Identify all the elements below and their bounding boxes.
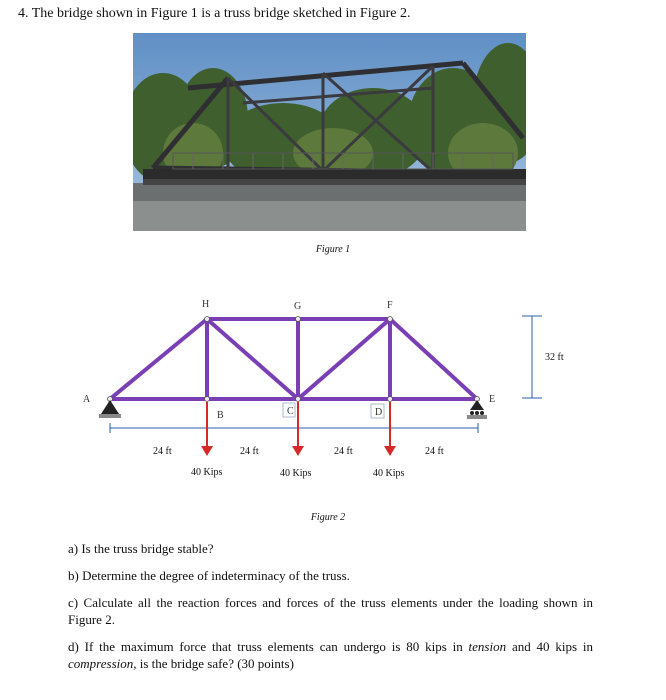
support-A [99,400,121,418]
node-label-G: G [294,301,302,312]
node-label-B: B [217,410,224,421]
part-d-text-1: d) If the maximum force that truss elements can undergo is 80 kips in [68,639,469,654]
node-label-C: C [287,406,294,417]
part-d-compression: compression [68,656,134,671]
load-label-C: 40 Kips [280,468,312,479]
part-d-text-3: , is the bridge safe? (30 points) [133,656,294,671]
part-d [68,638,593,672]
part-d-tension: tension [468,639,507,654]
span-label-4: 24 ft [425,446,444,457]
load-label-D: 40 Kips [373,468,405,479]
bridge-photo [133,33,526,231]
member-FE [390,319,477,399]
height-label: 32 ft [545,352,564,363]
load-arrowhead-D [384,446,396,456]
node-label-H: H [202,299,210,310]
span-label-3: 24 ft [334,446,353,457]
question-heading: 4. The bridge shown in Figure 1 is a truss bridge sketched in Figure 2. [18,6,411,21]
member-HC [207,319,298,399]
load-arrowhead-B [201,446,213,456]
part-c: c) Calculate all the reaction forces and forces of the truss elements under the loading shown in Figure 2. [68,595,593,627]
node-label-D: D [375,407,383,418]
node-label-F: F [387,300,393,311]
part-d-text-2: and 40 kips in [506,639,593,654]
span-label-2: 24 ft [240,446,259,457]
figure2-caption: Figure 2 [310,512,346,523]
node-label-E: E [489,394,496,405]
truss-diagram [0,290,666,490]
part-b: b) Determine the degree of indeterminacy of the truss. [68,568,350,583]
support-E [467,400,487,419]
question-parts [68,540,593,682]
node-label-A: A [83,394,91,405]
member-FC [298,319,390,399]
load-arrows [207,402,390,448]
span-label-1: 24 ft [153,446,172,457]
part-a: a) Is the truss bridge stable? [68,541,214,556]
figure1-caption: Figure 1 [315,244,351,255]
load-arrowhead-C [292,446,304,456]
truss-members [110,319,477,399]
load-label-B: 40 Kips [191,467,223,478]
member-AH [110,319,207,399]
joints [108,317,480,402]
